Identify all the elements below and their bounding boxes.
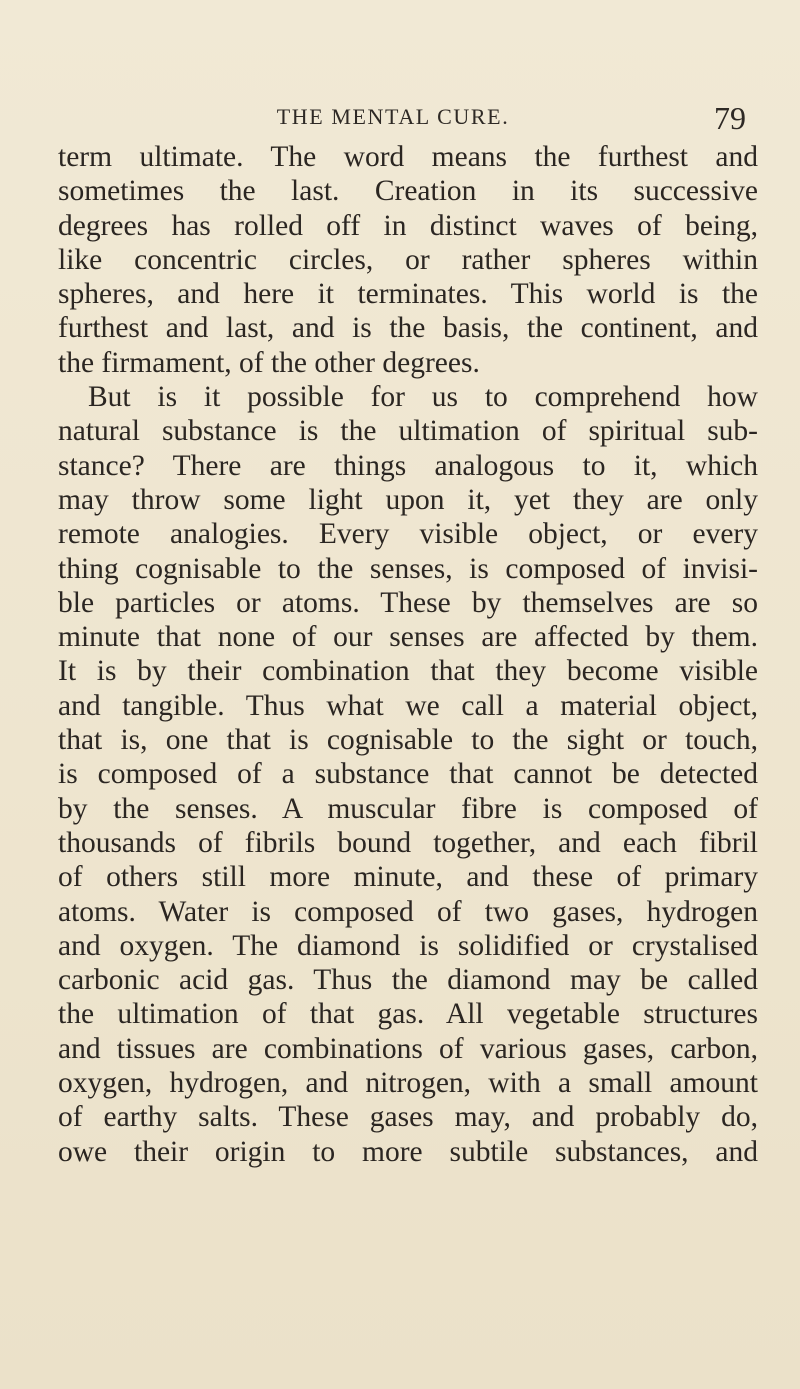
text-line: is composed of a substance that cannot be detected [58, 758, 758, 791]
running-head: THE MENTAL CURE. [276, 104, 510, 129]
text-line: spheres, and here it terminates. This world is the [58, 278, 758, 311]
text-line: like concentric circles, or rather spheres within [58, 243, 758, 276]
text-line: oxygen, hydrogen, and nitrogen, with a small amount [58, 1067, 758, 1100]
text-line: remote analogies. Every visible object, or every [58, 518, 758, 551]
text-line: stance? There are things analogous to it, which [58, 449, 758, 482]
page-header [40, 100, 746, 144]
text-line: ble particles or atoms. These by themselves are so [58, 586, 758, 619]
text-line: of others still more minute, and these of primary [58, 861, 758, 894]
text-line: term ultimate. The word means the furthest and [58, 141, 758, 173]
text-line: furthest and last, and is the basis, the continent, and [58, 312, 758, 345]
text-line: natural substance is the ultimation of spiritual sub- [58, 415, 758, 448]
text-line: by the senses. A muscular fibre is composed of [58, 792, 758, 825]
text-line: and tissues are combinations of various gases, carbon, [58, 1032, 758, 1065]
body-text [58, 140, 758, 1169]
page-number: 79 [714, 100, 746, 136]
text-line: of earthy salts. These gases may, and probably do, [58, 1101, 758, 1134]
text-line: minute that none of our senses are affected by them. [58, 621, 758, 654]
text-line: the ultimation of that gas. All vegetable structures [58, 998, 758, 1031]
text-line: carbonic acid gas. Thus the diamond may be called [58, 964, 758, 997]
text-line: sometimes the last. Creation in its successive [58, 175, 758, 208]
text-line: and tangible. Thus what we call a material object, [58, 689, 758, 722]
text-line: atoms. Water is composed of two gases, hydrogen [58, 895, 758, 928]
text-line: But is it possible for us to comprehend how [88, 381, 758, 414]
text-line: the firmament, of the other degrees. [58, 346, 480, 379]
text-line: owe their origin to more subtile substances, and [58, 1135, 758, 1168]
text-line: may throw some light upon it, yet they are only [58, 483, 758, 516]
text-line: degrees has rolled off in distinct waves of being, [58, 209, 758, 242]
text-line: that is, one that is cognisable to the sight or touch, [58, 724, 758, 757]
text-line: thousands of fibrils bound together, and each fibril [58, 826, 758, 859]
text-line: and oxygen. The diamond is solidified or crystalised [58, 929, 758, 962]
text-line: It is by their combination that they become visible [58, 655, 758, 688]
text-line: thing cognisable to the senses, is composed of invisi- [58, 552, 758, 585]
